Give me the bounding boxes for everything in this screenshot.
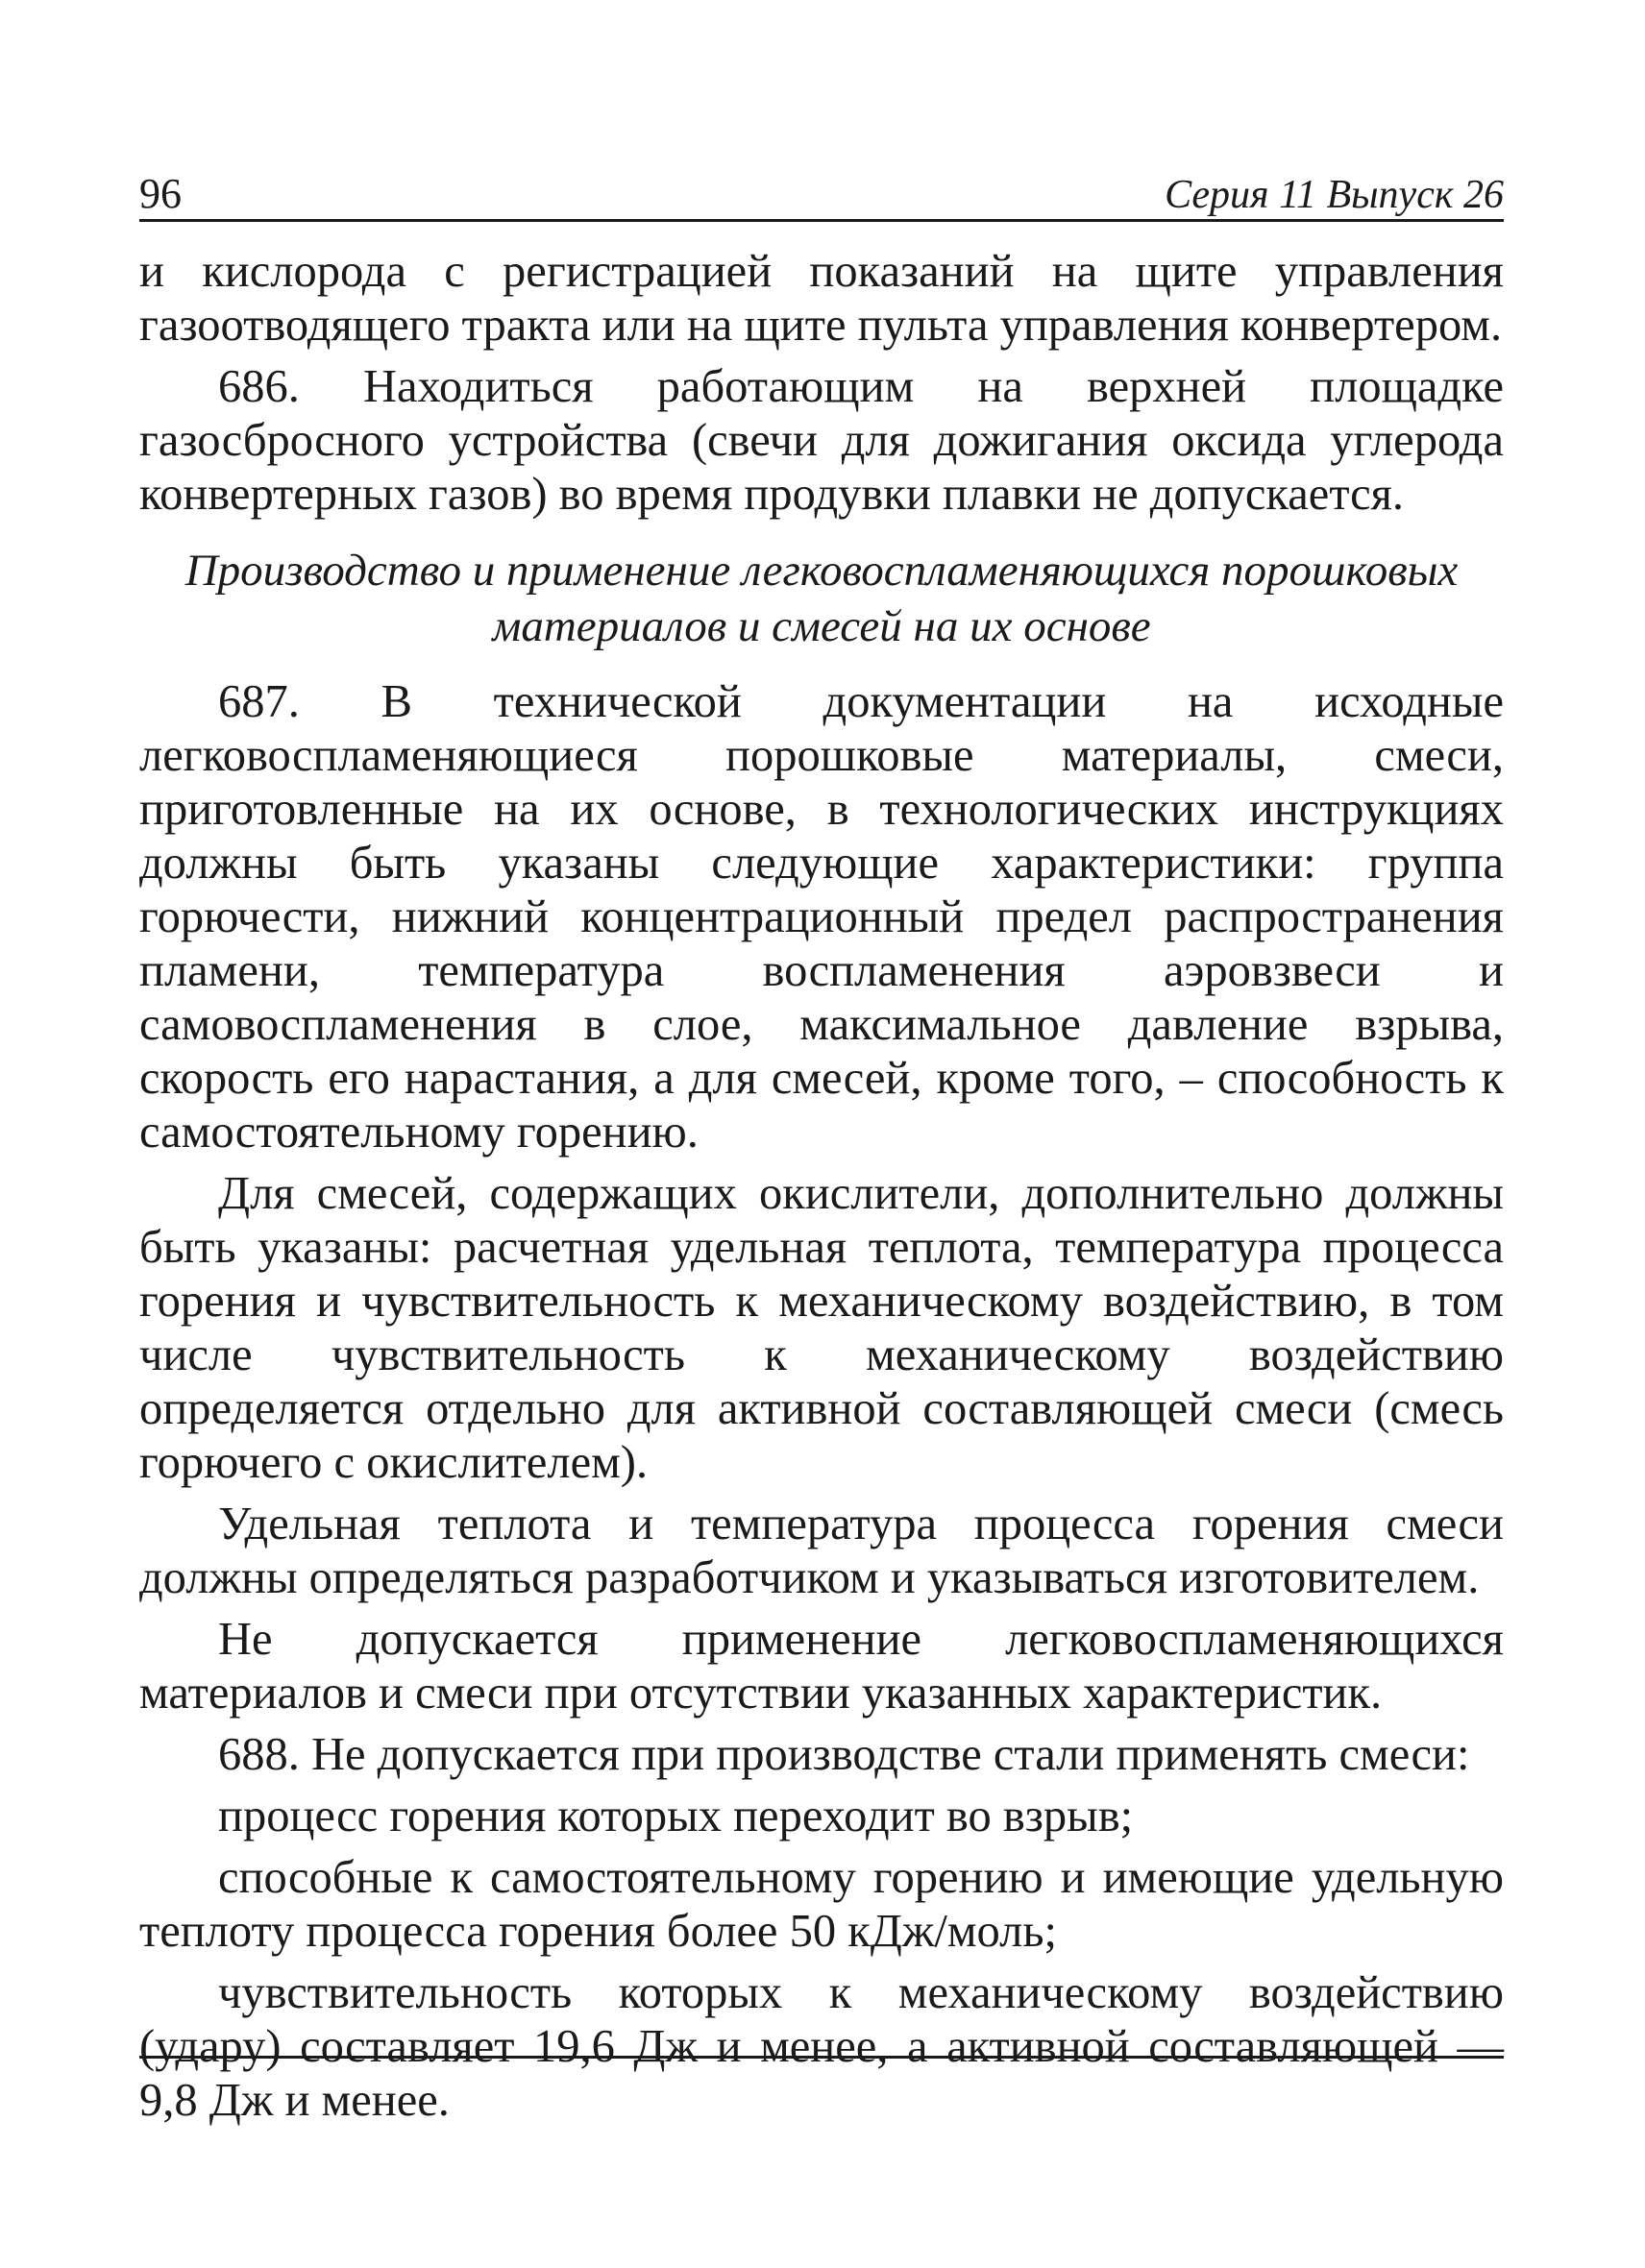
paragraph-688-item-a: процесс горения которых переходит во взрыв; xyxy=(218,1791,1134,1841)
paragraph-686: 686. Находиться работающим на верхней площадке газосбросного устройства (свечи для дожигания оксида углерода конвертерных газов) во время продувки плавки не допускается. xyxy=(139,361,1504,520)
page-number: 96 xyxy=(139,170,182,217)
paragraph-continuation: и кислорода с регистрацией показаний на щите управления газоотводящего тракта или на щите пульта управления конвертером. xyxy=(139,246,1504,351)
running-header xyxy=(139,154,1504,222)
paragraph-688-item-b: способные к самостоятельному горению и имеющие удельную теплоту процесса горения более 50 кДж/моль; xyxy=(139,1852,1504,1957)
paragraph-687: 687. В технической документации на исходные легковоспламеняющиеся порошковые материалы, смеси, приготовленные на их основе, в технологических инструкциях должны быть указаны следующие характеристики: группа горючести, нижний концентрационный предел распространения пламени, температура воспламенения аэровзвеси и самовоспламенения в слое, максимальное давление взрыва, скорость его нарастания, а для смесей, кроме того, – способность к самостоятельному горению. xyxy=(139,676,1504,1158)
document-body xyxy=(139,245,1504,2128)
paragraph-not-permitted: Не допускается применение легковоспламеняющихся материалов и смеси при отсутствии указанных характеристик. xyxy=(139,1614,1504,1719)
document-page xyxy=(139,154,1504,2135)
paragraph-688: 688. Не допускается при производстве стали применять смеси: xyxy=(218,1729,1470,1780)
bottom-rule xyxy=(139,2056,1504,2059)
section-heading: Производство и применение легковоспламеняющихся порошковых материалов и смесей на их основе xyxy=(184,546,1459,651)
paragraph-specific-heat: Удельная теплота и температура процесса горения смеси должны определяться разработчиком и указываться изготовителем. xyxy=(139,1499,1504,1603)
paragraph-688-item-c: чувствительность которых к механическому воздействию (удару) составляет 19,6 Дж и менее, а активной составляющей — 9,8 Дж и менее. xyxy=(139,1967,1504,2126)
paragraph-oxidizers: Для смесей, содержащих окислители, дополнительно должны быть указаны: расчетная удельная теплота, температура процесса горения и чувствительность к механическому воздействию, в том числе чувствительность к механическому воздействию определяется отдельно для активной составляющей смеси (смесь горючего с окислителем). xyxy=(139,1168,1504,1488)
series-title: Серия 11 Выпуск 26 xyxy=(1165,173,1504,217)
